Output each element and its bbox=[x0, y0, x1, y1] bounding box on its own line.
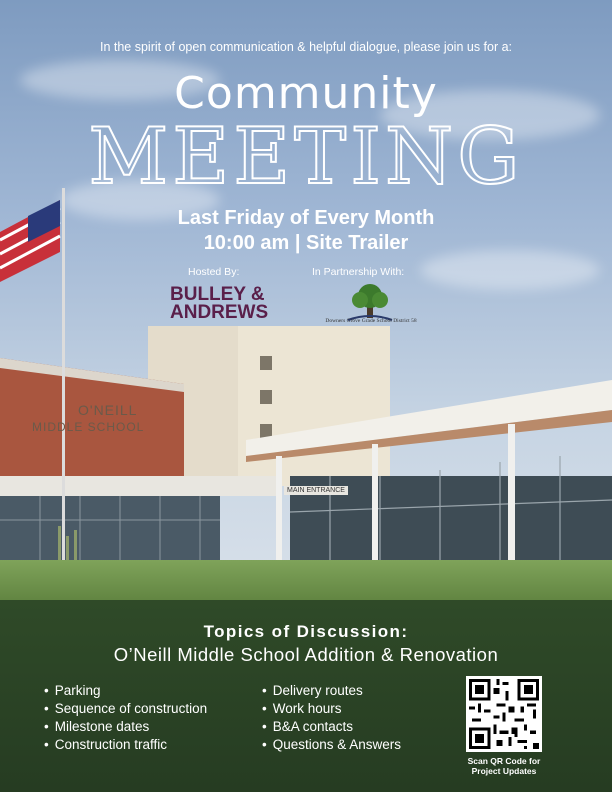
topics-list-right bbox=[262, 682, 401, 754]
qr-code[interactable] bbox=[466, 676, 542, 752]
topic-item: • B&A contacts bbox=[262, 718, 401, 736]
topic-item: • Work hours bbox=[262, 700, 401, 718]
hosted-by-label: Hosted By: bbox=[188, 266, 240, 278]
topic-item: • Construction traffic bbox=[44, 736, 207, 754]
partnership-label: In Partnership With: bbox=[312, 266, 405, 278]
title-community: Community bbox=[174, 68, 438, 119]
title-meeting: MEETING bbox=[88, 112, 524, 202]
district-58-tree-logo bbox=[318, 280, 422, 332]
qr-caption bbox=[458, 756, 550, 776]
qr-caption-line2: Project Updates bbox=[471, 766, 537, 776]
bulley-andrews-logo bbox=[170, 286, 268, 322]
topics-subtitle: O’Neill Middle School Addition & Renovation bbox=[113, 644, 499, 665]
topic-item: • Questions & Answers bbox=[262, 736, 401, 754]
intro-text: In the spirit of open communication & helpful dialogue, please join us for a: bbox=[99, 40, 513, 54]
qr-caption-line1: Scan QR Code for bbox=[467, 756, 541, 766]
building-sign-name: O'NEILL bbox=[78, 402, 138, 418]
topic-item: • Milestone dates bbox=[44, 718, 207, 736]
topic-item: • Parking bbox=[44, 682, 207, 700]
meeting-schedule bbox=[0, 206, 612, 256]
topics-heading: Topics of Discussion: bbox=[203, 622, 409, 641]
topic-item: • Sequence of construction bbox=[44, 700, 207, 718]
host-logo-line1: BULLEY & bbox=[170, 284, 265, 305]
schedule-time-location: 10:00 am | Site Trailer bbox=[203, 232, 409, 254]
host-logo-line2: ANDREWS bbox=[170, 302, 269, 323]
topic-item: • Delivery routes bbox=[262, 682, 401, 700]
schedule-day: Last Friday of Every Month bbox=[177, 207, 435, 229]
district-logo-text: Downers Grove Grade School District 58 bbox=[325, 318, 417, 324]
topics-list-left bbox=[44, 682, 207, 754]
entrance-sign: MAIN ENTRANCE bbox=[284, 486, 348, 495]
building-sign-school: MIDDLE SCHOOL bbox=[32, 420, 145, 434]
